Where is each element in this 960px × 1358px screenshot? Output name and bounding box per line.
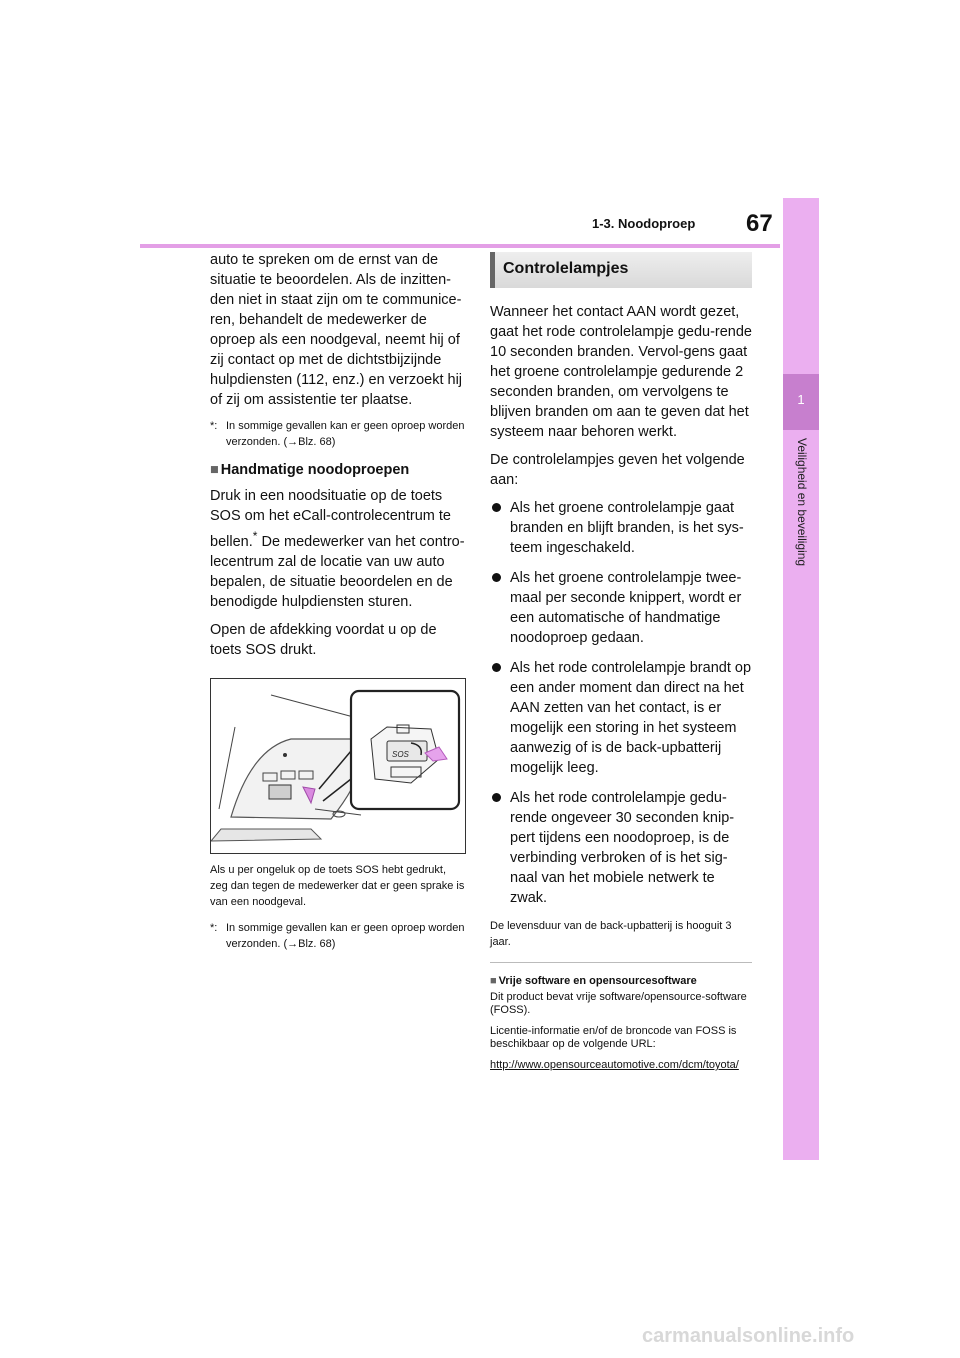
list-item: Als het rode controlelampje brandt op een ander moment dan direct na het AAN zetten van het contact, is er mogelijk een storing in het systeem aanwezig of is de back-upbatterij mogelijk leeg. bbox=[490, 658, 752, 778]
chapter-number: 1 bbox=[797, 392, 805, 407]
bullet-dot-icon bbox=[492, 573, 501, 582]
sos-label: SOS bbox=[392, 749, 409, 759]
footnote-text: In sommige gevallen kan er geen oproep worden verzonden. (→Blz. 68) bbox=[226, 921, 465, 950]
manual-call-paragraph: Druk in een noodsituatie op de toets SOS om het eCall-controlecentrum te bellen.* De medewerker van het contro-lecentrum zal de locatie van uw auto bepalen, de situatie beoordelen en de benodigde hulpdiensten sturen. bbox=[210, 488, 465, 610]
page-number: 67 bbox=[746, 210, 773, 237]
foss-url-link[interactable]: http://www.opensourceautomotive.com/dcm/toyota/ bbox=[490, 1059, 739, 1071]
lamps-paragraph: Wanneer het contact AAN wordt gezet, gaat het rode controlelampje gedu-rende 10 seconden branden. Vervol-gens gaat het groene controlelampje gedurende 2 seconden branden, om vervolgens te blijven branden om aan te geven dat het systeem naar behoren werkt. bbox=[490, 304, 752, 440]
watermark-footer: carmanualsonline.info bbox=[642, 1325, 855, 1347]
cover-instruction: Open de afdekking voordat u op de toets SOS drukt. bbox=[210, 621, 437, 658]
footnote bbox=[210, 920, 466, 952]
square-bullet-icon: ■ bbox=[490, 975, 497, 987]
heading-accent bbox=[490, 252, 495, 288]
foss-license-paragraph: Licentie-informatie en/of de broncode van FOSS is beschikbaar op de volgende URL: bbox=[490, 1025, 737, 1050]
square-bullet-icon: ■ bbox=[210, 462, 219, 478]
figure-caption: Als u per ongeluk op de toets SOS hebt gedrukt, zeg dan tegen de medewerker dat er geen sprake is van een noodgeval. bbox=[210, 863, 465, 908]
battery-note: De levensduur van de back-upbatterij is hooguit 3 jaar. bbox=[490, 920, 732, 948]
section-heading: Controlelampjes bbox=[503, 260, 629, 277]
intro-paragraph: auto te spreken om de ernst van de situatie te beoordelen. Als de inzitten-den niet in staat zijn om te communice-ren, behandelt de medewerker de oproep als een noodgeval, neemt hij of zij contact op met de dichtstbijzijnde hulpdiensten (112, enz.) en verzoekt hij of zij om assistentie ter plaatse. bbox=[210, 252, 463, 408]
bullet-dot-icon bbox=[492, 663, 501, 672]
list-item: Als het rode controlelampje gedu-rende ongeveer 30 seconden knip-pert tijdens een noodoproep, is de verbinding verbroken of is het sig-naal van het mobiele netwerk te zwak. bbox=[490, 788, 752, 908]
foss-paragraph: Dit product bevat vrije software/opensource-software (FOSS). bbox=[490, 991, 747, 1016]
chapter-side-tab bbox=[783, 198, 819, 1160]
right-column bbox=[490, 250, 752, 1072]
footnote-mark: *: bbox=[210, 420, 218, 432]
sos-button-illustration bbox=[210, 678, 466, 854]
footnote bbox=[210, 418, 466, 450]
bullet-dot-icon bbox=[492, 503, 501, 512]
section-divider bbox=[490, 962, 752, 963]
lamps-intro: De controlelampjes geven het volgende aan: bbox=[490, 452, 745, 488]
overhead-console-drawing bbox=[211, 679, 465, 853]
bullet-dot-icon bbox=[492, 793, 501, 802]
list-item: Als het groene controlelampje gaat branden en blijft branden, is het sys-teem ingeschakeld. bbox=[490, 498, 752, 558]
footnote-text: In sommige gevallen kan er geen oproep worden verzonden. (→Blz. 68) bbox=[226, 420, 465, 448]
header-divider bbox=[140, 244, 780, 248]
subheading-manual-calls: ■ Handmatige noodoproepen bbox=[210, 462, 410, 478]
list-item: Als het groene controlelampje twee-maal per seconde knippert, wordt er een automatische of handmatige noodoproep gedaan. bbox=[490, 568, 752, 648]
section-title: 1-3. Noodoproep bbox=[592, 216, 696, 231]
chapter-label: Veiligheid en beveiliging bbox=[795, 438, 809, 567]
footnote-star: * bbox=[252, 529, 258, 543]
footnote-mark: *: bbox=[210, 921, 218, 934]
section-heading-bar bbox=[490, 252, 752, 288]
left-column bbox=[210, 250, 466, 962]
foss-heading: ■ Vrije software en opensourcesoftware bbox=[490, 975, 697, 987]
